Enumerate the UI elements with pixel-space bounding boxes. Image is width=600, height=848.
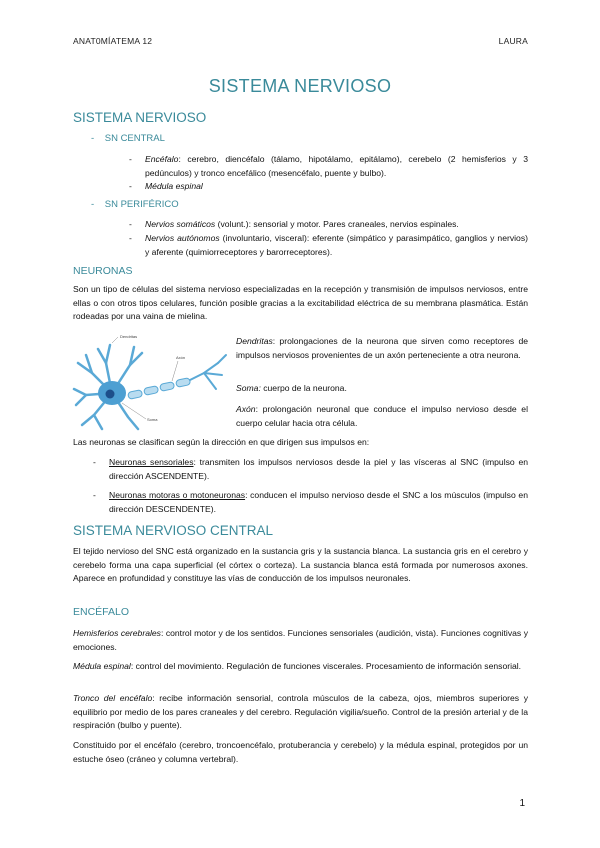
list-item: - Neuronas sensoriales: transmiten los impulsos nerviosos desde la piel y las vísceras al SNC (impulso en dirección ASCENDENTE).	[93, 457, 528, 481]
page-title: SISTEMA NERVIOSO	[208, 76, 392, 96]
snc-intro: El tejido nervioso del SNC está organizado en la sustancia gris y la sustancia blanca. La sustancia gris en el cerebro y cerebelo forma una capa superficial (el córtex o corteza). La sustancia blanca está formada por numerosos axones. Aparece en profundidad y constituye las vías de conducción de los impulsos neuronales.	[73, 546, 528, 584]
neuron-part-dendritas: Dendritas: prolongaciones de la neurona que sirven como receptores de impulsos nerviosos provenientes de un axón perteneciente a otra neurona.	[236, 336, 528, 360]
list-item: - Médula espinal	[129, 181, 203, 191]
header-left: ANAT0MÍATEMA 12	[73, 36, 153, 46]
neuron-part-axon: Axón: prolongación neuronal que conduce el impulso nervioso desde el cuerpo celular hacia otra célula.	[236, 404, 528, 428]
neuron-illustration	[72, 333, 232, 433]
list-item: - Nervios autónomos (involuntario, visceral): eferente (simpático y parasimpático, ganglios y nervios) y aferente (quimiorreceptores y barorreceptores).	[129, 233, 528, 257]
encefalo-closing: Constituido por el encéfalo (cerebro, troncoencéfalo, protuberancia y cerebelo) y la médula espinal, protegidos por un estuche óseo (cráneo y columna vertebral).	[73, 740, 528, 764]
section-heading-snc: SISTEMA NERVIOSO CENTRAL	[73, 523, 274, 538]
header-right: LAURA	[498, 36, 528, 46]
encefalo-para-tronco: Tronco del encéfalo: recibe información sensorial, controla músculos de la cabeza, ojos, miembros superiores y equilibrio por medio de los pares craneales y del cerebro. Regulación vigilia/sueño. Control de la presión arterial y de la respiración (bulbo y puente).	[73, 693, 528, 731]
sn-periferico-label: - SN PERIFÉRICO	[91, 199, 179, 210]
page-number: 1	[519, 798, 525, 809]
list-item: - Encéfalo: cerebro, diencéfalo (tálamo, hipotálamo, epitálamo), cerebelo (2 hemisferios y 3 pedúnculos) y tronco encefálico (mesencéfalo, puente y bulbo).	[129, 154, 528, 178]
section-heading-neuronas: NEURONAS	[73, 265, 133, 277]
neuronas-intro: Son un tipo de células del sistema nervioso especializadas en la recepción y transmisión de impulsos nerviosos, entre ellas o con otros tipos celulares, función posible gracias a la excitabilidad eléctrica de su membrana plasmática. Están rodeadas por una vaina de mielina.	[73, 284, 528, 322]
section-heading-encefalo: ENCÉFALO	[73, 606, 130, 618]
neuron-part-soma: Soma: cuerpo de la neurona.	[236, 383, 347, 393]
list-item: - Nervios somáticos (volunt.): sensorial y motor. Pares craneales, nervios espinales.	[129, 219, 459, 229]
encefalo-para-hemisferios: Hemisferios cerebrales: control motor y de los sentidos. Funciones sensoriales (audición, vista). Funciones cognitivas y emociones.	[73, 628, 528, 652]
neuronas-classify: Las neuronas se clasifican según la dirección en que dirigen sus impulsos en:	[73, 437, 370, 447]
sn-central-label: - SN CENTRAL	[91, 133, 165, 144]
label-dendritas: Dendritas	[120, 334, 138, 339]
label-soma: Soma	[147, 417, 158, 422]
list-item: - Neuronas motoras o motoneuronas: conducen el impulso nervioso desde el SNC a los músculos (impulso en dirección DESCENDENTE).	[93, 490, 528, 514]
section-heading-sistema-nervioso: SISTEMA NERVIOSO	[73, 110, 207, 125]
label-axon: Axón	[176, 355, 186, 360]
encefalo-para-medula: Médula espinal: control del movimiento. Regulación de funciones viscerales. Procesamiento de información sensorial.	[73, 661, 522, 671]
